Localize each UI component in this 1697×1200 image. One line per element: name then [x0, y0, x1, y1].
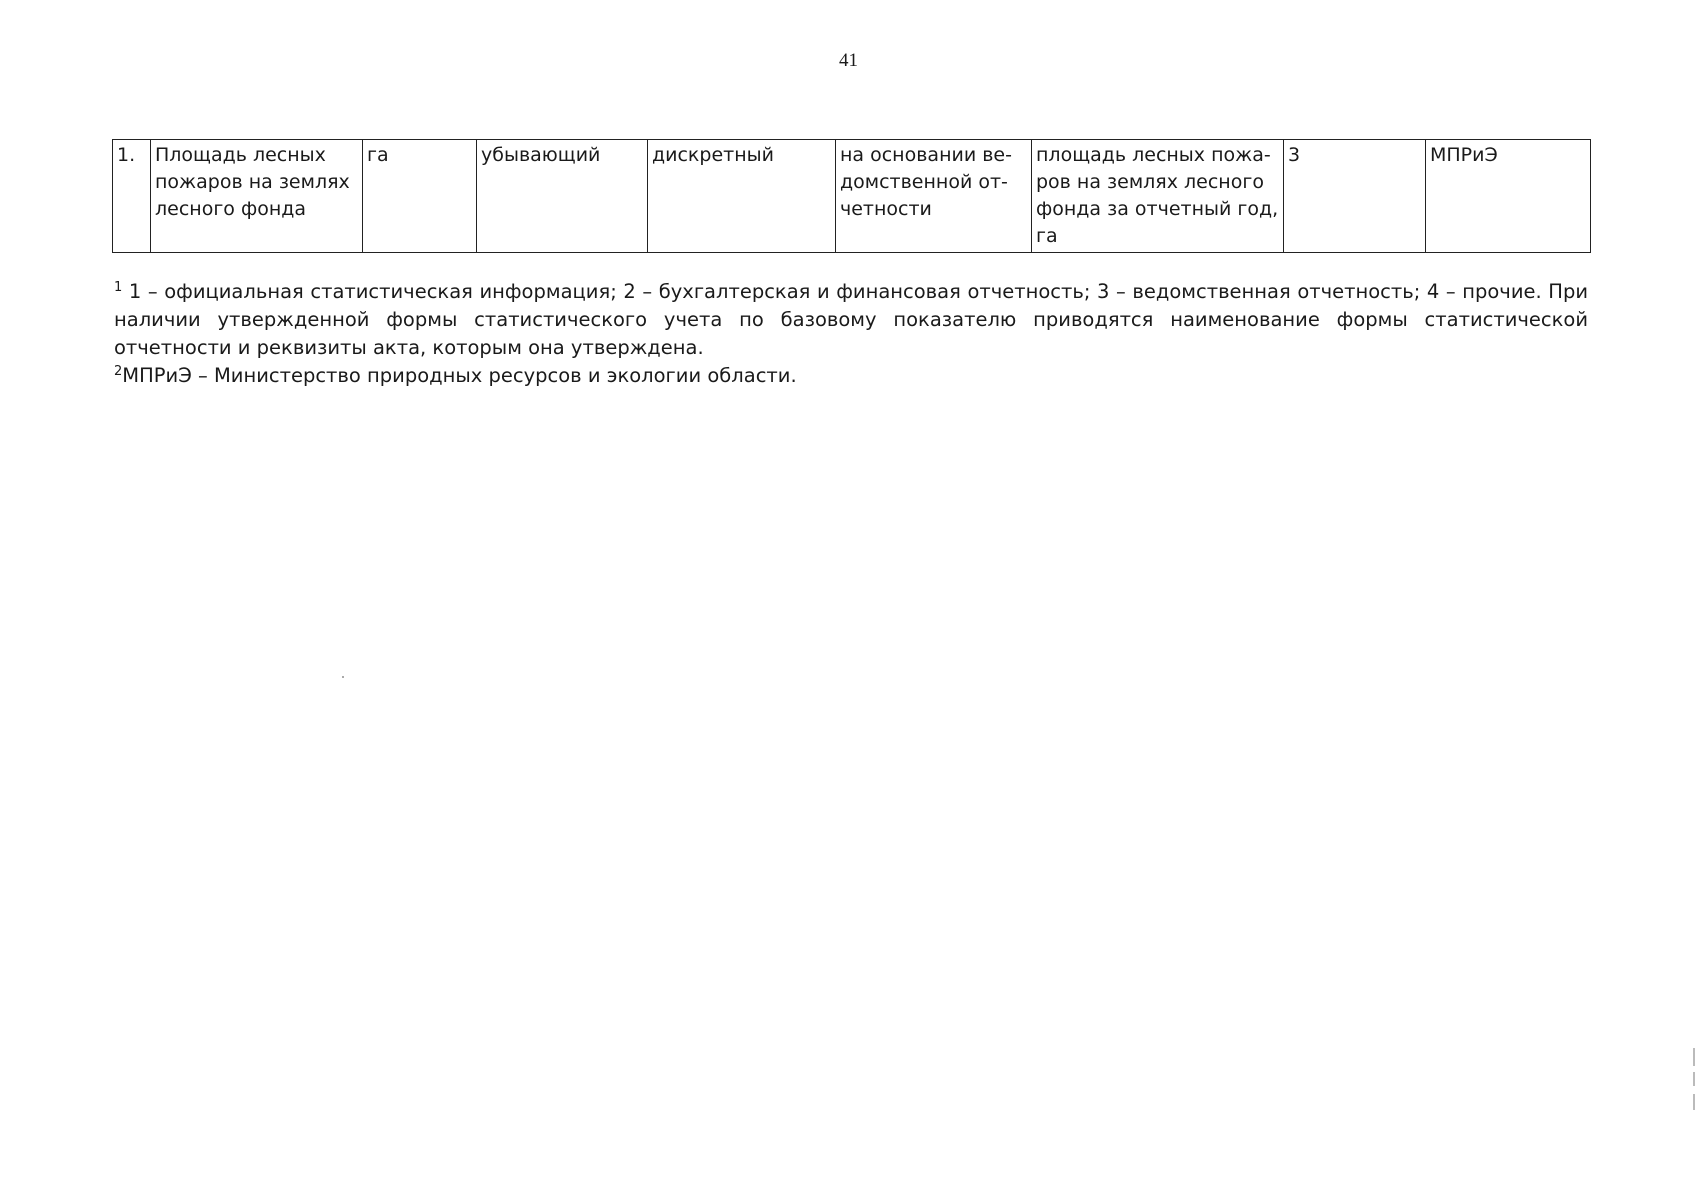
scan-speck	[342, 676, 344, 678]
cell-method: на основании ве-домственной от-четности	[836, 140, 1032, 253]
cell-row-number: 1.	[113, 140, 151, 253]
footnote-mark: 1	[114, 280, 123, 295]
footnote-text: 1 – официальная статистическая информация; 2 – бухгалтерская и финансовая отчетность; 3 – ведомственная отчетность; 4 – прочие. При наличии утвержденной формы статистического учета по базовому показателю приводятся наименование формы статистической отчетности и реквизиты акта, которым она утверждена.	[114, 280, 1588, 359]
footnote-1	[114, 278, 1588, 362]
cell-unit: га	[363, 140, 477, 253]
cell-indicator-name: Площадь лесных пожаров на землях лесного фонда	[151, 140, 363, 253]
scan-edge-mark	[1693, 1072, 1695, 1086]
cell-responsible: МПРиЭ	[1426, 140, 1591, 253]
cell-trend: убывающий	[477, 140, 648, 253]
page-number: 41	[839, 50, 858, 71]
cell-source-code: 3	[1284, 140, 1426, 253]
scan-edge-mark	[1693, 1048, 1695, 1066]
scan-edge-mark	[1693, 1094, 1695, 1110]
indicator-table	[112, 139, 1591, 253]
cell-type: дискретный	[648, 140, 836, 253]
cell-definition: площадь лесных пожа-ров на землях лесного фонда за отчетный год, га	[1032, 140, 1284, 253]
footnote-text: МПРиЭ – Министерство природных ресурсов и экологии области.	[122, 364, 797, 387]
table-row	[113, 140, 1591, 253]
footnote-mark: 2	[114, 364, 123, 379]
footnotes	[114, 278, 1588, 390]
footnote-2	[114, 362, 1588, 390]
